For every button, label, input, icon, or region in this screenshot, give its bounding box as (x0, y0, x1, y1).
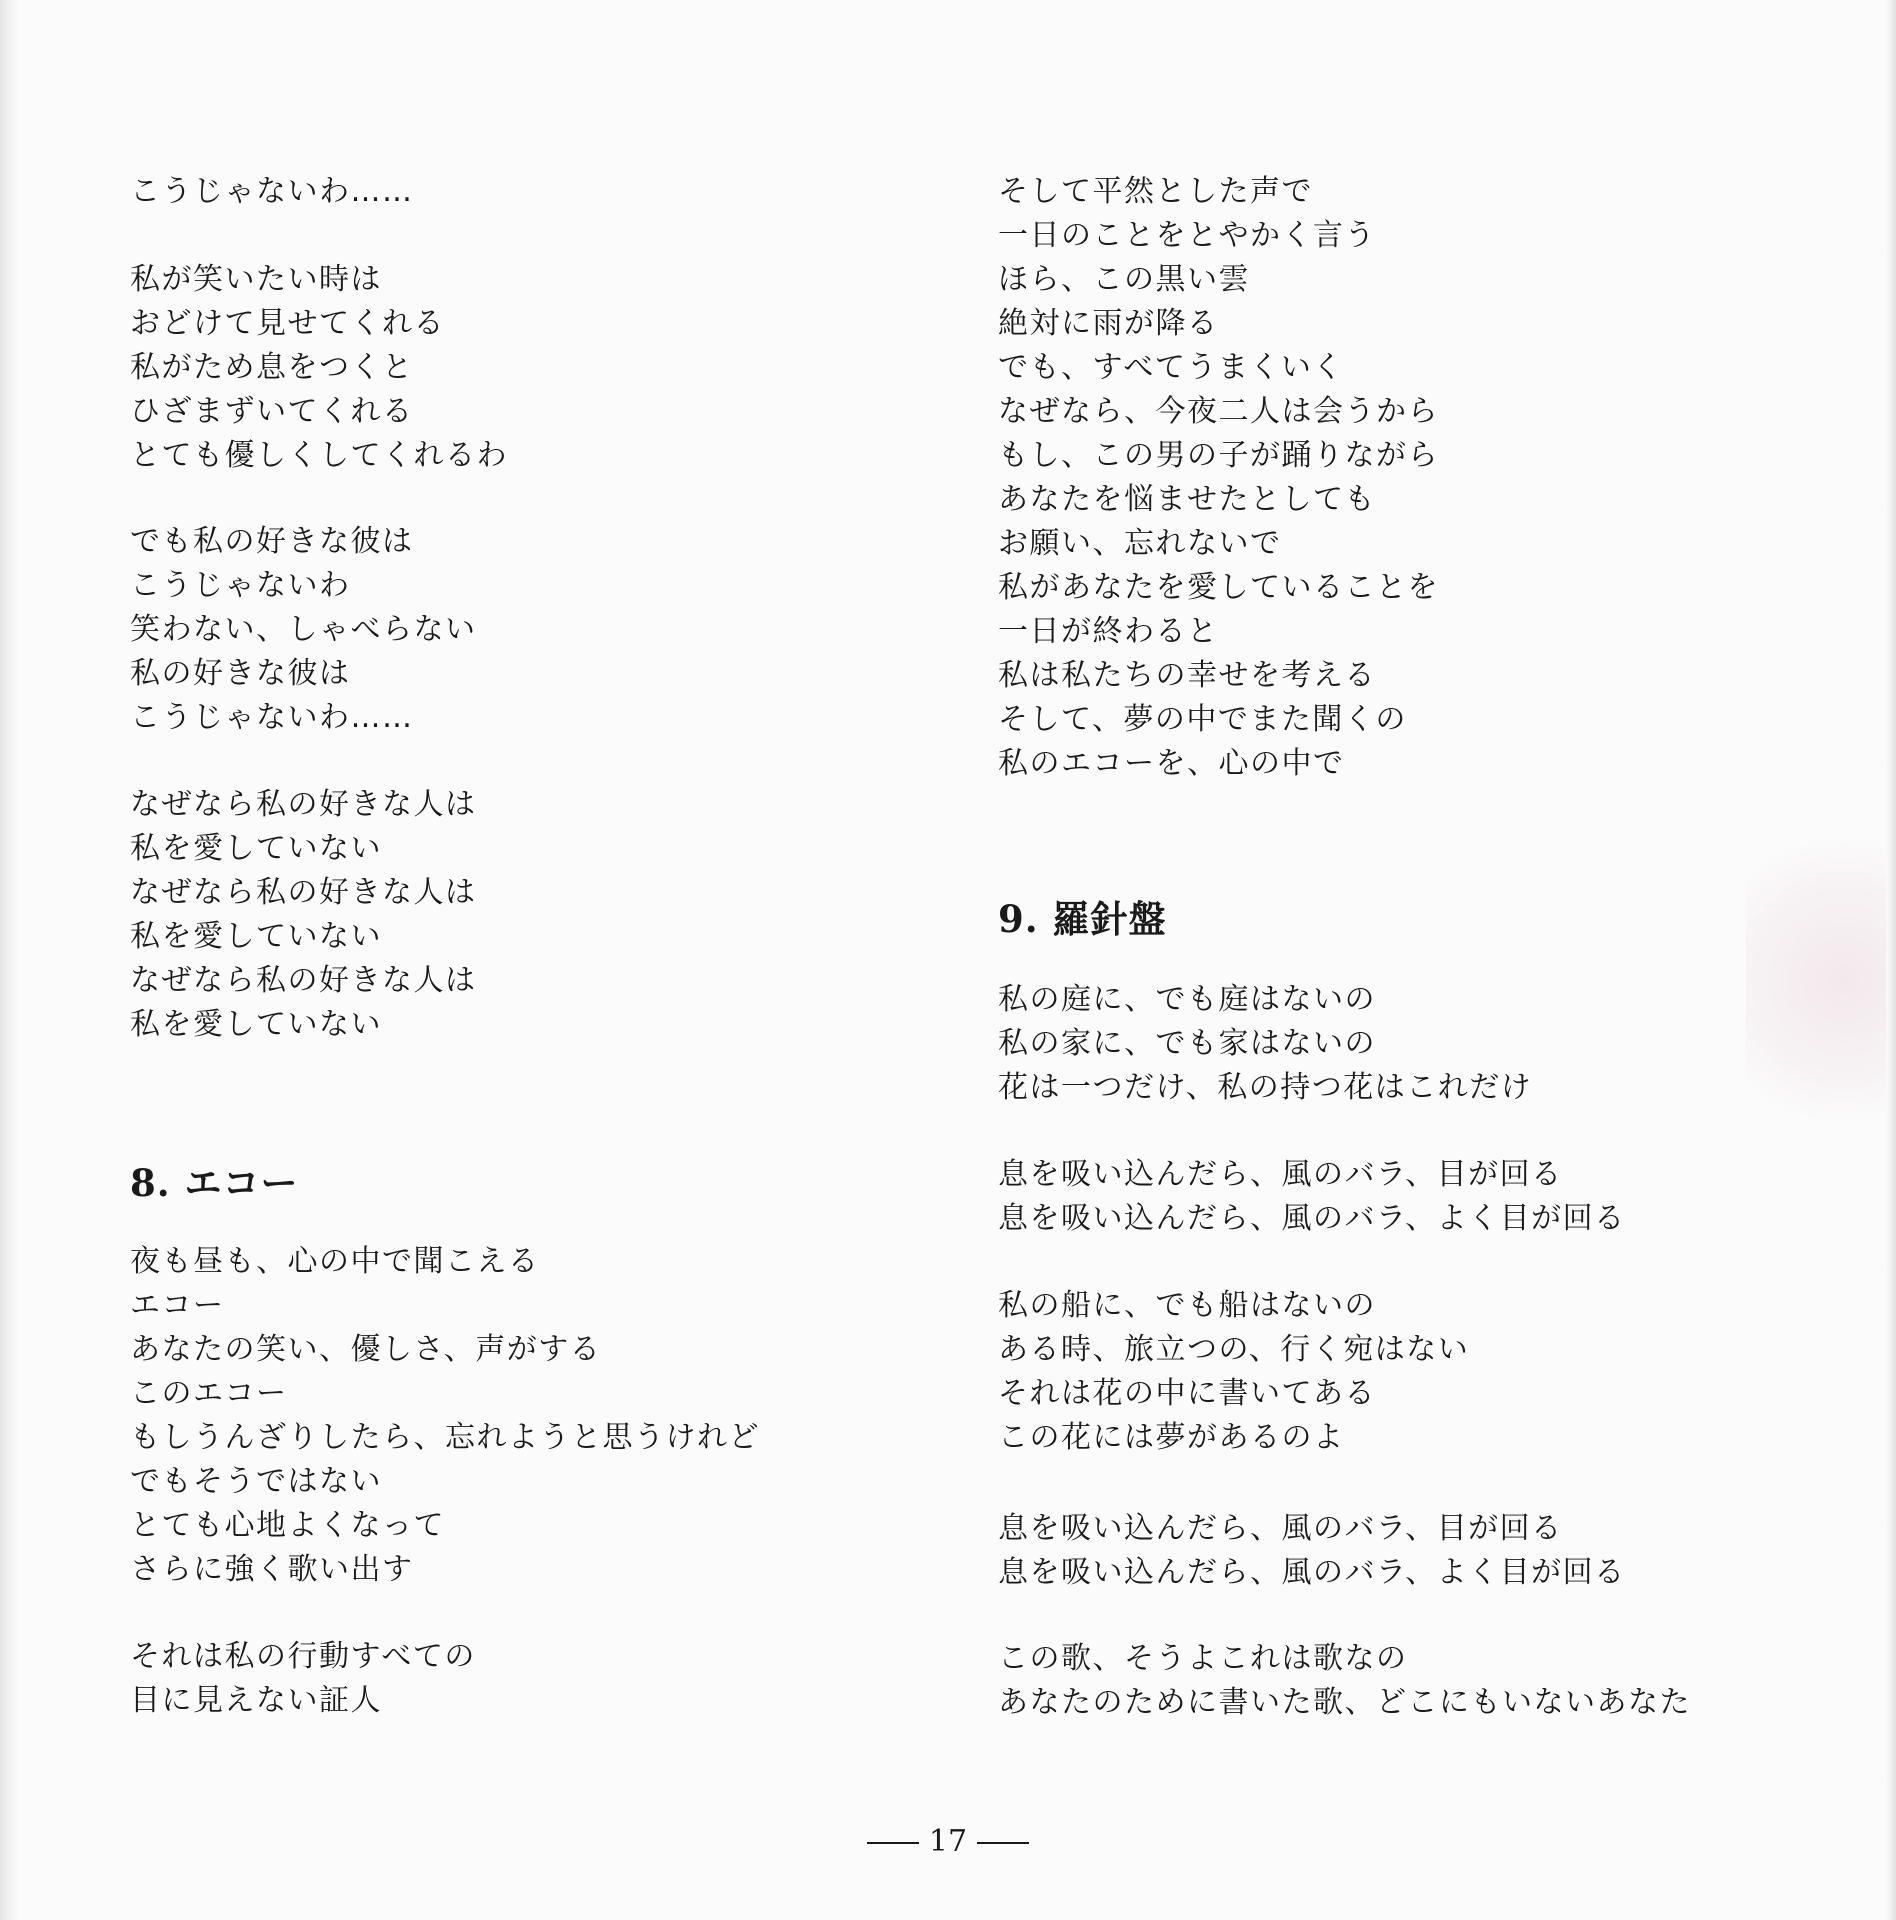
stanza (998, 1507, 1626, 1595)
lyric-line: あなたのために書いた歌、どこにもいないあなた (998, 1685, 1691, 1720)
page-number-value: 17 (928, 1824, 968, 1859)
lyric-line: そして平然とした声で (998, 174, 1313, 209)
lyric-line: なぜなら私の好きな人は (130, 787, 477, 822)
lyric-line: この花には夢があるのよ (998, 1420, 1345, 1455)
lyric-line: 息を吸い込んだら、風のバラ、よく目が回る (998, 1201, 1626, 1236)
lyric-line: あなたを悩ませたとしても (998, 482, 1376, 517)
lyric-line: 目に見えない証人 (130, 1683, 382, 1718)
lyric-line: あなたの笑い、優しさ、声がする (130, 1332, 602, 1367)
lyric-line: ある時、旅立つの、行く宛はない (998, 1332, 1470, 1367)
stanza (998, 170, 1439, 786)
lyric-line: 私がため息をつくと (130, 350, 414, 385)
lyric-line: おどけて見せてくれる (130, 306, 445, 341)
lyric-line: 夜も昼も、心の中で聞こえる (130, 1244, 540, 1279)
lyric-line: 絶対に雨が降る (998, 306, 1219, 341)
page-edge-shadow-right (1886, 0, 1896, 1920)
stanza (998, 1637, 1691, 1725)
lyric-line: さらに強く歌い出す (130, 1552, 414, 1587)
section-heading-compass: 9. 羅針盤 (998, 897, 1167, 941)
lyric-line: それは花の中に書いてある (998, 1376, 1376, 1411)
lyric-line: 息を吸い込んだら、風のバラ、目が回る (998, 1157, 1563, 1192)
lyric-line: ほら、この黒い雲 (998, 262, 1250, 297)
lyric-line: もしうんざりしたら、忘れようと思うけれど (130, 1420, 760, 1455)
lyric-line: でも、すべてうまくいく (998, 350, 1344, 385)
lyric-line: エコー (130, 1288, 225, 1323)
lyric-line: とても心地よくなって (130, 1508, 445, 1543)
lyric-line: 私のエコーを、心の中で (998, 746, 1345, 781)
stanza (130, 1635, 476, 1723)
lyric-line: このエコー (130, 1376, 288, 1411)
section-heading-echo: 8. エコー (130, 1161, 299, 1205)
lyric-line: 一日が終わると (998, 614, 1219, 649)
lyric-line: 一日のことをとやかく言う (998, 218, 1376, 253)
lyric-line: この歌、そうよこれは歌なの (998, 1641, 1408, 1676)
lyric-line: 私の船に、でも船はないの (998, 1288, 1376, 1323)
stanza (998, 978, 1532, 1110)
stanza (130, 1240, 760, 1592)
stanza (130, 520, 477, 740)
stanza (130, 170, 414, 214)
lyric-line: 花は一つだけ、私の持つ花はこれだけ (998, 1070, 1533, 1105)
faint-decorative-mark (1746, 830, 1886, 1130)
lyric-line: 息を吸い込んだら、風のバラ、よく目が回る (998, 1555, 1626, 1590)
page-number (0, 1822, 1896, 1862)
lyric-line: とても優しくしてくれるわ (130, 438, 508, 473)
lyric-line: 私を愛していない (130, 1007, 382, 1042)
lyric-line: 私は私たちの幸せを考える (998, 658, 1376, 693)
lyric-line: ひざまずいてくれる (130, 394, 414, 429)
lyric-line: お願い、忘れないで (998, 526, 1282, 561)
stanza (130, 258, 508, 478)
lyric-line: 私があなたを愛していることを (998, 570, 1439, 605)
lyric-line: そして、夢の中でまた聞くの (998, 702, 1407, 737)
lyric-line: なぜなら私の好きな人は (130, 875, 477, 910)
lyric-line: なぜなら私の好きな人は (130, 963, 477, 998)
lyric-line: 私の好きな彼は (130, 656, 351, 691)
lyric-line: なぜなら、今夜二人は会うから (998, 394, 1439, 429)
page-number-dash-left (867, 1842, 919, 1844)
page-number-dash-right (977, 1842, 1029, 1844)
lyric-line: こうじゃないわ…… (130, 700, 414, 735)
lyric-line: でも私の好きな彼は (130, 524, 414, 559)
stanza (998, 1153, 1626, 1241)
lyric-line: 私を愛していない (130, 831, 382, 866)
stanza (998, 1284, 1469, 1460)
lyric-line: こうじゃないわ…… (130, 174, 414, 209)
lyric-line: でもそうではない (130, 1464, 382, 1499)
lyric-line: 笑わない、しゃべらない (130, 612, 477, 647)
lyric-line: 私を愛していない (130, 919, 382, 954)
lyric-line: 息を吸い込んだら、風のバラ、目が回る (998, 1511, 1563, 1546)
stanza (130, 783, 477, 1047)
lyric-line: 私が笑いたい時は (130, 262, 382, 297)
page-edge-shadow-left (0, 0, 18, 1920)
lyric-line: 私の庭に、でも庭はないの (998, 982, 1376, 1017)
lyric-line: 私の家に、でも家はないの (998, 1026, 1376, 1061)
lyric-line: もし、この男の子が踊りながら (998, 438, 1439, 473)
lyric-line: それは私の行動すべての (130, 1639, 476, 1674)
lyric-line: こうじゃないわ (130, 568, 351, 603)
